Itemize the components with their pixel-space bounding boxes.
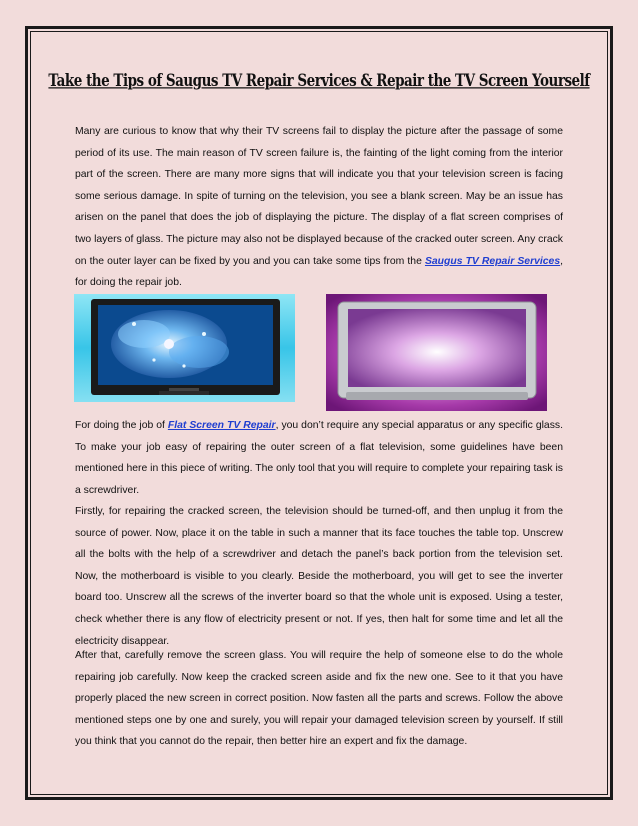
second-text-start: For doing the job of (75, 420, 168, 431)
saugus-tv-repair-link[interactable]: Saugus TV Repair Services (424, 255, 561, 267)
tv-purple-image (326, 294, 547, 411)
fourth-paragraph: After that, carefully remove the screen glass. You will require the help of someone else to do the whole repairing job carefully. Now keep the cracked screen aside and fix the new one. See to it that you have properly placed the new screen in correct position. Now fasten all the parts and screws. Follow the above mentioned steps one by one and surely, you will repair your damaged television screen by yourself. If still you think that you cannot do the repair, then better hire an expert and fix the damage. (75, 650, 563, 748)
second-text-end: , you don’t require any special apparatus or any specific glass. To make your job easy of repairing the outer screen of a flat television, some guidelines have been mentioned here in this piece of writing. The only tool that you will require to complete your repairing task is a screwdriver. (75, 420, 563, 496)
intro-text: Many are curious to know that why their TV screens fail to display the picture after the passage of some period of its use. The main reason of TV screen failure is, the fainting of the light coming from the interior part of the screen. There are many more signs that will indicate you that your television screen is facing some serious damage. In spite of turning on the television, you see a blank screen. May be an issue has arisen on the panel that does the job of displaying the picture. The display of a flat screen comprises of two layers of glass. The picture may also not be displayed because of the cracked outer screen. Any crack on the outer layer can be fixed by you and you can take some tips from the (75, 126, 563, 267)
third-paragraph: Firstly, for repairing the cracked screen, the television should be turned-off, and then unplug it from the source of power. Now, place it on the table in such a manner that its face touches the table top. Unscrew all the bolts with the help of a screwdriver and detach the panel’s back portion from the television set. Now, the motherboard is visible to you clearly. Beside the motherboard, you will get to see the inverter board too. Unscrew all the screws of the inverter board so that the whole unit is exposed. Using a tester, check whether there is any flow of electricity present or not. If yes, then halt for some time and let all the electricity disappear. (75, 506, 563, 647)
intro-text-end: , for doing the repair job. (75, 255, 564, 289)
tv-flower-image (74, 294, 295, 402)
intro-paragraph (75, 121, 563, 294)
second-paragraph (75, 415, 563, 501)
article-title: Take the Tips of Saugus TV Repair Services & Repair the TV Screen Yourself (48, 71, 590, 91)
flat-screen-tv-repair-link[interactable]: Flat Screen TV Repair (167, 420, 276, 431)
